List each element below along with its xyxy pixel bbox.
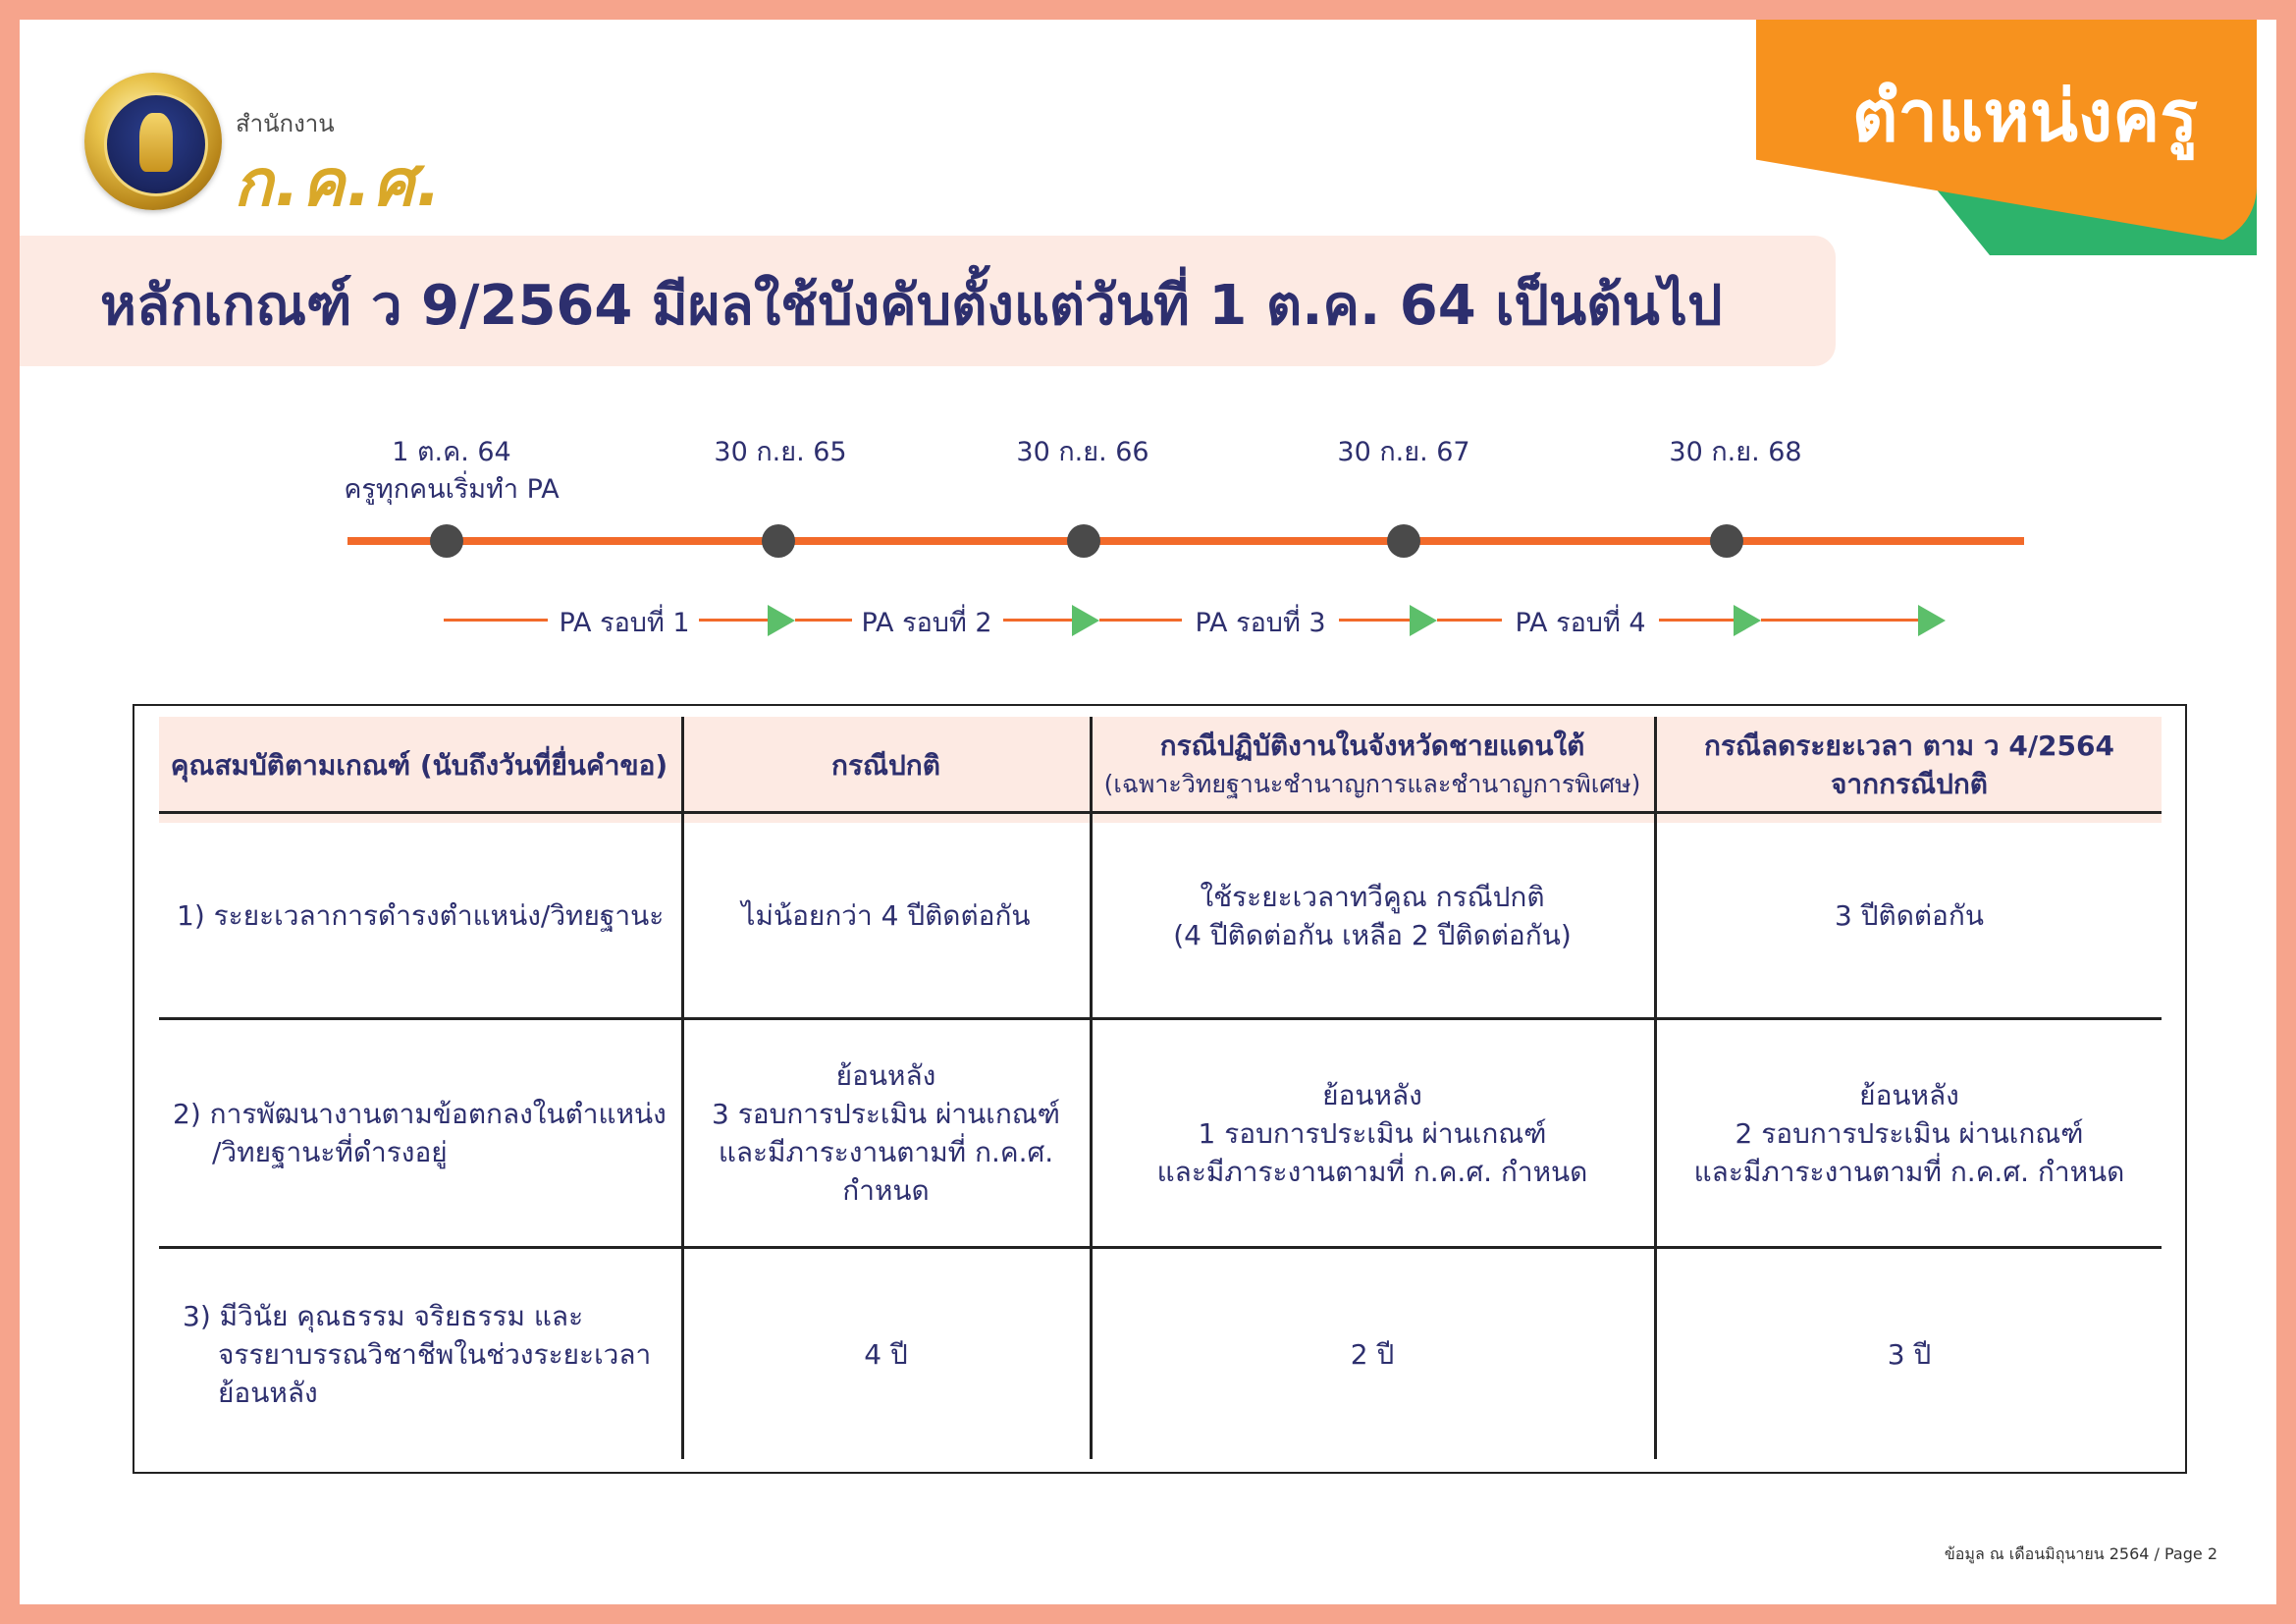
timeline-label	[714, 434, 846, 471]
round-arrow-icon	[1410, 605, 1437, 636]
timeline-note: ครูทุกคนเริ่มทำ PA	[344, 474, 560, 505]
table-header-south	[1093, 719, 1652, 811]
cell-text: ย้อนหลัง	[218, 1376, 318, 1409]
round-line	[1761, 619, 1920, 622]
cell-text: 2) การพัฒนางานตามข้อตกลงในตำแหน่ง	[173, 1098, 667, 1130]
cell-text: และมีภาระงานตามที่ ก.ค.ศ. กำหนด	[718, 1136, 1054, 1207]
cell-text: ย้อนหลัง	[1322, 1078, 1422, 1111]
table-row-3-normal	[684, 1249, 1088, 1459]
cell-text: 1 รอบการประเมิน ผ่านเกณฑ์	[1198, 1116, 1547, 1150]
timeline-dot	[430, 524, 463, 558]
cell-text: 3 ปีติดต่อกัน	[1835, 899, 1984, 932]
round-line	[795, 619, 852, 622]
header-text: กรณีปฏิบัติงานในจังหวัดชายแดนใต้	[1159, 730, 1585, 762]
round-line	[444, 619, 548, 622]
timeline-date: 1 ต.ค. 64	[392, 437, 511, 467]
round-line	[1437, 619, 1502, 622]
table-row-3-south	[1093, 1249, 1652, 1459]
cell-text: จรรยาบรรณวิชาชีพในช่วงระยะเวลา	[218, 1337, 652, 1371]
slide	[20, 20, 2276, 1604]
timeline-dot	[1067, 524, 1100, 558]
page-footer: ข้อมูล ณ เดือนมิถุนายน 2564 / Page 2	[1944, 1544, 2217, 1563]
cell-text: 1) ระยะเวลาการดำรงตำแหน่ง/วิทยฐานะ	[177, 899, 665, 932]
table-header-criteria	[159, 719, 679, 811]
header-text: กรณีปกติ	[831, 748, 940, 782]
header-subtext: (เฉพาะวิทยฐานะชำนาญการและชำนาญการพิเศษ)	[1103, 770, 1641, 798]
round-line	[1659, 619, 1735, 622]
cell-text: และมีภาระงานตามที่ ก.ค.ศ. กำหนด	[1156, 1155, 1588, 1188]
timeline-label	[1016, 434, 1148, 471]
timeline-dot	[1387, 524, 1420, 558]
cell-text: 3 ปี	[1887, 1337, 1932, 1371]
header-text: คุณสมบัติตามเกณฑ์ (นับถึงวันที่ยื่นคำขอ)	[170, 748, 668, 782]
table-row-3-criteria	[183, 1249, 679, 1459]
timeline-date: 30 ก.ย. 68	[1669, 437, 1802, 467]
round-label: PA รอบที่ 2	[861, 608, 992, 638]
table-row-1-south	[1093, 814, 1652, 1017]
round-line	[699, 619, 770, 622]
timeline-dot	[762, 524, 795, 558]
cell-text: 3 รอบการประเมิน ผ่านเกณฑ์	[712, 1098, 1060, 1130]
timeline-label	[1669, 434, 1801, 471]
round-arrow-icon	[1734, 605, 1761, 636]
round-label: PA รอบที่ 4	[1515, 608, 1646, 638]
round-label: PA รอบที่ 3	[1195, 608, 1326, 638]
logo-name-text: ก.ค.ศ.	[234, 145, 444, 221]
otepc-logo	[67, 55, 444, 221]
table-row-2-criteria	[173, 1020, 679, 1246]
section-title: ตำแหน่งครู	[1851, 75, 2198, 157]
cell-text: ย้อนหลัง	[1859, 1078, 1959, 1111]
round-arrow-icon	[768, 605, 795, 636]
cell-text: ใช้ระยะเวลาทวีคูณ กรณีปกติ	[1200, 880, 1545, 913]
table-row-2-normal	[684, 1020, 1088, 1246]
timeline-date: 30 ก.ย. 66	[1016, 437, 1149, 467]
logo-office-text: สำนักงาน	[236, 110, 335, 137]
cell-text: /วิทยฐานะที่ดำรงอยู่	[212, 1136, 448, 1168]
round-line	[1339, 619, 1412, 622]
cell-text: และมีภาระงานตามที่ ก.ค.ศ. กำหนด	[1693, 1155, 2125, 1188]
cell-text: (4 ปีติดต่อกัน เหลือ 2 ปีติดต่อกัน)	[1173, 918, 1572, 951]
header-text: กรณีลดระยะเวลา ตาม ว 4/2564	[1704, 730, 2114, 762]
cell-text: ย้อนหลัง	[835, 1059, 936, 1092]
table-header-reduced	[1657, 719, 2162, 811]
cell-text: ไม่น้อยกว่า 4 ปีติดต่อกัน	[741, 899, 1031, 932]
round-label: PA รอบที่ 1	[559, 608, 690, 638]
timeline-dot	[1710, 524, 1743, 558]
table-row-2-reduced	[1657, 1020, 2162, 1246]
table-row-1-reduced	[1657, 814, 2162, 1017]
timeline-label	[1337, 434, 1469, 471]
round-arrow-icon	[1918, 605, 1946, 636]
cell-text: 3) มีวินัย คุณธรรม จริยธรรม และ	[183, 1299, 584, 1332]
table-row-1-normal	[684, 814, 1088, 1017]
header-text: จากกรณีปกติ	[1831, 768, 1988, 800]
table-header-normal	[684, 719, 1088, 811]
table-row-2-south	[1093, 1020, 1652, 1246]
cell-text: 2 รอบการประเมิน ผ่านเกณฑ์	[1735, 1116, 2084, 1150]
table-row-3-reduced	[1657, 1249, 2162, 1459]
round-arrow-icon	[1072, 605, 1099, 636]
emblem-icon	[84, 73, 222, 210]
table-row-1-criteria	[177, 814, 679, 1017]
page-title: หลักเกณฑ์ ว 9/2564 มีผลใช้บังคับตั้งแต่วันที่ 1 ต.ค. 64 เป็นต้นไป	[100, 274, 1723, 338]
round-line	[1099, 619, 1182, 622]
timeline-date: 30 ก.ย. 65	[714, 437, 847, 467]
timeline-line	[347, 537, 2024, 545]
round-line	[1003, 619, 1074, 622]
cell-text: 2 ปี	[1350, 1337, 1395, 1371]
cell-text: 4 ปี	[864, 1337, 908, 1371]
timeline-date: 30 ก.ย. 67	[1337, 437, 1470, 467]
timeline-label	[344, 434, 559, 509]
